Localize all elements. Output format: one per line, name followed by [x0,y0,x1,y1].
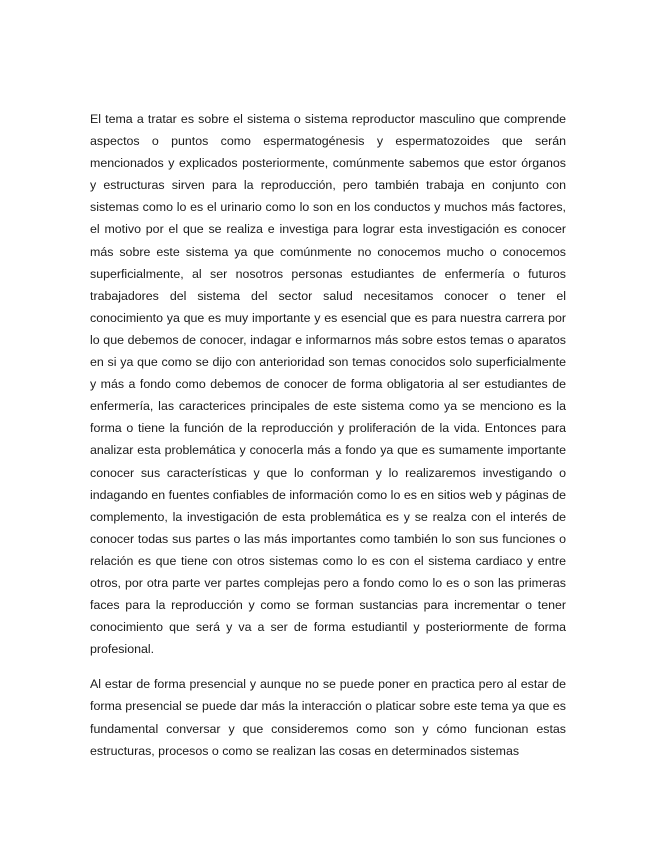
document-body [90,108,566,762]
paragraph-intro: El tema a tratar es sobre el sistema o sistema reproductor masculino que comprende aspectos o puntos como espermatogénesis y espermatozoides que serán mencionados y explicados posteriormente, comúnmente sabemos que estor órganos y estructuras sirven para la reproducción, pero también trabaja en conjunto con sistemas como lo es el urinario como lo son en los conductos y muchos más factores, el motivo por el que se realiza e investiga para lograr esta investigación es conocer más sobre este sistema ya que comúnmente no conocemos mucho o conocemos superficialmente, al ser nosotros personas estudiantes de enfermería o futuros trabajadores del sistema del sector salud necesitamos conocer o tener el conocimiento ya que es muy importante y es esencial que es para nuestra carrera por lo que debemos de conocer, indagar e informarnos más sobre estos temas o aparatos en si ya que como se dijo con anterioridad son temas conocidos solo superficialmente y más a fondo como debemos de conocer de forma obligatoria al ser estudiantes de enfermería, las caracterices principales de este sistema como ya se menciono es la forma o tiene la función de la reproducción y proliferación de la vida. Entonces para analizar esta problemática y conocerla más a fondo ya que es sumamente importante conocer sus características y que lo conforman y lo realizaremos investigando o indagando en fuentes confiables de información como lo es en sitios web y páginas de complemento, la investigación de esta problemática es y se realza con el interés de conocer todas sus partes o las más importantes como también lo son sus funciones o relación es que tiene con otros sistemas como lo es con el sistema cardiaco y entre otros, por otra parte ver partes complejas pero a fondo como lo es o son las primeras faces para la reproducción y como se forman sustancias para incrementar o tener conocimiento que será y va a ser de forma estudiantil y posteriormente de forma profesional. [90,112,566,657]
paragraph-second: Al estar de forma presencial y aunque no se puede poner en practica pero al estar de forma presencial se puede dar más la interacción o platicar sobre este tema ya que es fundamental conversar y que consideremos como son y cómo funcionan estas estructuras, procesos o como se realizan las cosas en determinados sistemas [90,677,566,758]
